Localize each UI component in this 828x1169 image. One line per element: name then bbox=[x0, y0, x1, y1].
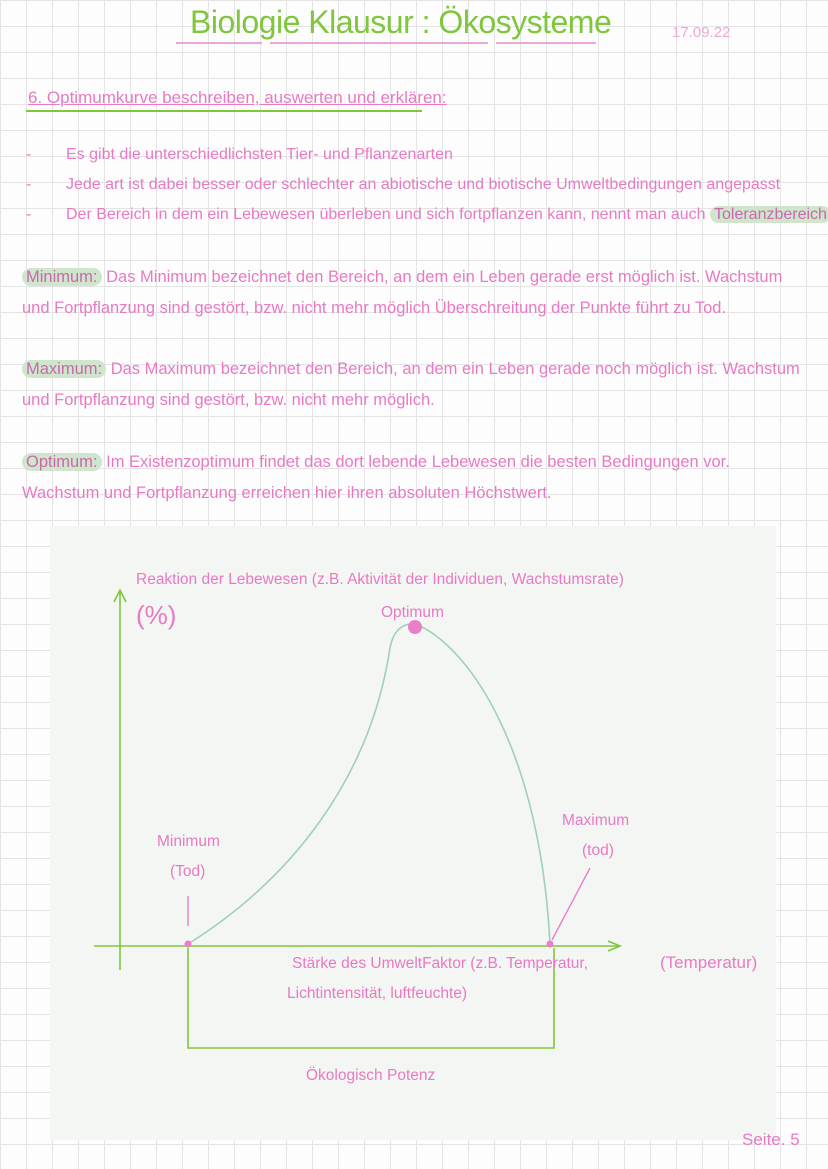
potenz-label: Ökologisch Potenz bbox=[306, 1067, 436, 1084]
y-axis-label: Reaktion der Lebewesen (z.B. Aktivität der Individuen, Wachstumsrate) bbox=[136, 571, 624, 588]
bullet-3-text: Der Bereich in dem ein Lebewesen überleben und sich fortpflanzen kann, nennt man auch bbox=[66, 206, 706, 223]
x-axis-label-line1: Stärke des UmweltFaktor (z.B. Temperatur, bbox=[292, 955, 589, 972]
section-heading: 6. Optimumkurve beschreiben, auswerten und erklären: bbox=[28, 88, 447, 107]
bullet-dash-1: - bbox=[26, 146, 32, 163]
maximum-sub: (tod) bbox=[582, 842, 614, 859]
minimum-point bbox=[185, 941, 192, 948]
x-axis-label-line2: Lichtintensität, luftfeuchte) bbox=[287, 985, 468, 1002]
term-minimum: Minimum: bbox=[22, 268, 102, 286]
definition-minimum-text: Das Minimum bezeichnet den Bereich, an dem ein Leben gerade erst möglich ist. Wachstum und Fortpflanzung sind gestört, bzw. nicht mehr möglich Überschreitung der Punkte führt zu Tod. bbox=[22, 268, 783, 317]
bullet-2: Jede art ist dabei besser oder schlechter an abiotische und biotische Umweltbedingungen angepasst bbox=[66, 176, 781, 193]
date: 17.09.22 bbox=[672, 24, 731, 41]
maximum-point bbox=[547, 941, 554, 948]
bullet-1: Es gibt die unterschiedlichsten Tier- und Pflanzenarten bbox=[66, 146, 453, 163]
term-optimum: Optimum: bbox=[22, 453, 102, 471]
definition-optimum-text: Im Existenzoptimum findet das dort lebende Lebewesen die besten Bedingungen vor. Wachstum und Fortpflanzung erreichen hier ihren absoluten Höchstwert. bbox=[22, 453, 730, 502]
y-axis-unit: (%) bbox=[136, 600, 177, 630]
bullet-dash-3: - bbox=[26, 206, 32, 223]
bullet-dash-2: - bbox=[26, 176, 32, 193]
optimum-label: Optimum bbox=[381, 604, 444, 621]
maximum-label: Maximum bbox=[562, 812, 630, 829]
page-number: Seite. 5 bbox=[742, 1130, 800, 1149]
optimum-curve bbox=[188, 624, 550, 944]
x-axis-unit: (Temperatur) bbox=[660, 953, 758, 972]
minimum-label: Minimum bbox=[157, 833, 220, 850]
maximum-pointer bbox=[552, 868, 590, 940]
definition-maximum-text: Das Maximum bezeichnet den Bereich, an dem ein Leben gerade noch möglich ist. Wachstum und Fortpflanzung sind gestört, bzw. nicht mehr möglich. bbox=[22, 360, 800, 409]
optimum-point bbox=[408, 620, 422, 634]
highlight-toleranzbereich: Toleranzbereich bbox=[710, 206, 828, 223]
term-maximum: Maximum: bbox=[22, 360, 106, 378]
page-title: Biologie Klausur : Ökosysteme bbox=[190, 4, 612, 40]
minimum-sub: (Tod) bbox=[170, 863, 206, 880]
